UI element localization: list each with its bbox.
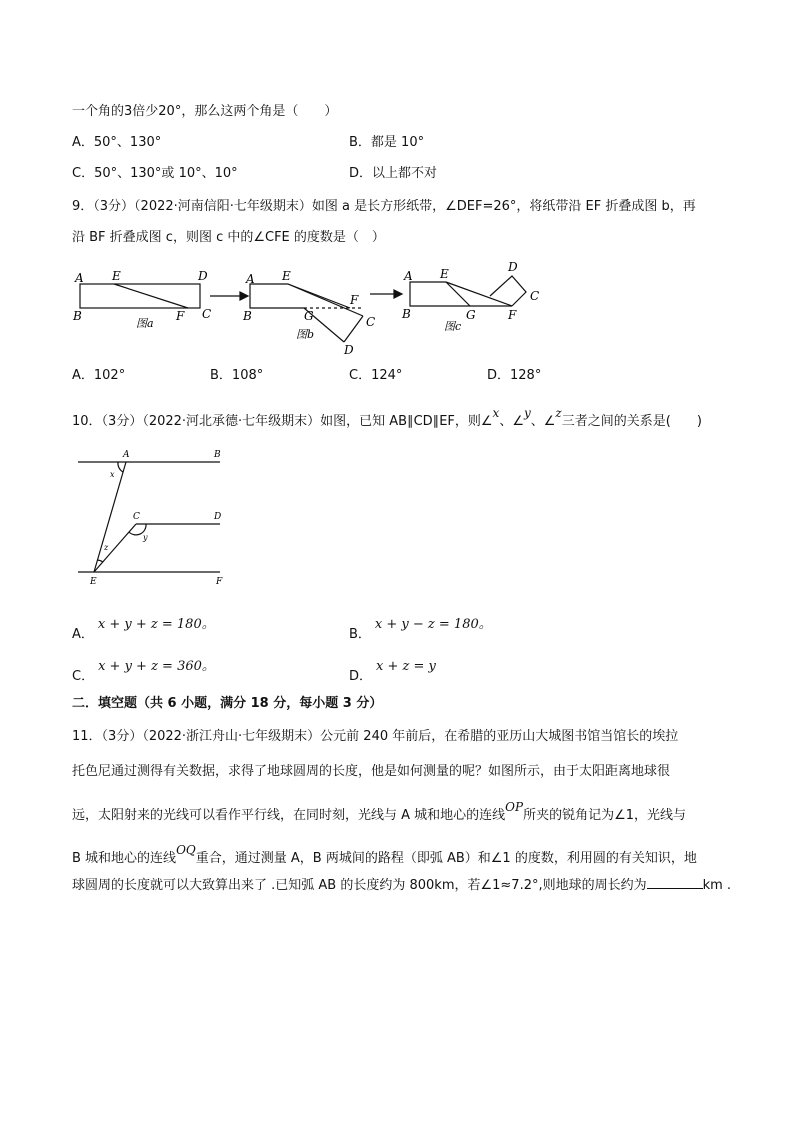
q10-var-x: x: [492, 406, 500, 420]
q9-stem-line1: 9．（3分）（2022·河南信阳·七年级期末）如图 a 是长方形纸带，∠DEF=26°，将纸带沿 EF 折叠成图 b，再: [72, 199, 696, 214]
q10-option-b[interactable]: [349, 616, 492, 642]
q10-sep2: 、∠: [530, 414, 556, 429]
fig-a-label-B: B: [73, 309, 82, 323]
figure-a: [80, 284, 200, 308]
q10-option-d[interactable]: [349, 658, 436, 684]
q10-label-B: B: [214, 450, 221, 460]
q11-line3-b: 所夹的锐角记为∠1，光线与: [523, 808, 687, 823]
q11-line1: 11．（3分）（2022·浙江舟山·七年级期末）公元前 240 年前后，在希腊的亚历山大城图书馆当馆长的埃拉: [72, 729, 679, 744]
q8-option-d[interactable]: D．以上都不对: [349, 166, 438, 181]
fig-c-label-C: C: [530, 289, 540, 303]
fig-c-label-F: F: [508, 308, 517, 322]
q10-stem: [72, 406, 702, 431]
q10-angle-z: z: [104, 543, 109, 552]
arrow-icon: [210, 292, 248, 300]
q11-line3-a: 远，太阳射来的光线可以看作平行线，在同时刻，光线与 A 城和地心的连线: [72, 808, 506, 823]
q10-option-b-letter: B．: [349, 627, 371, 642]
q10-label-D: D: [214, 512, 222, 522]
q10-option-a-formula: x + y + z = 180。: [97, 617, 215, 632]
fig-b-label-E: E: [282, 269, 291, 283]
q10-angle-x: x: [110, 470, 115, 479]
q10-option-c[interactable]: [72, 658, 215, 684]
q10-option-d-formula: x + z = y: [376, 659, 436, 674]
q11-line5: [72, 876, 731, 895]
q9-option-d[interactable]: D．128°: [487, 368, 542, 383]
q11-line4-b: 重合，通过测量 A，B 两城间的路程（即弧 AB）和∠1 的度数，利用圆的有关知识，地: [195, 851, 697, 866]
q10-option-a[interactable]: [72, 616, 215, 642]
q10-var-y: y: [523, 406, 531, 420]
q11-var-oq: OQ: [176, 843, 196, 857]
fig-b-label-B: B: [243, 309, 252, 323]
q9-option-b[interactable]: B．108°: [210, 368, 264, 383]
q10-angle-y: y: [143, 533, 148, 542]
arrow-icon: [370, 290, 402, 298]
q10-var-z: z: [555, 406, 562, 420]
q11-line4-a: B 城和地心的连线: [72, 851, 177, 866]
q8-option-b[interactable]: B．都是 10°: [349, 135, 425, 150]
fig-a-label-D: D: [198, 269, 208, 283]
q11-line4: [72, 843, 697, 868]
q11-var-op: OP: [505, 800, 524, 814]
fig-c-label-G: G: [466, 308, 476, 322]
fig-b-label-G: G: [304, 309, 314, 323]
q10-label-E: E: [90, 577, 97, 587]
q10-figure: [70, 444, 240, 592]
q8-stem: 一个角的3倍少20°，那么这两个角是（ ）: [72, 104, 338, 119]
fig-a-caption: 图a: [136, 317, 154, 330]
fig-a-label-A: A: [75, 271, 84, 285]
q10-sep1: 、∠: [499, 414, 524, 429]
q9-option-a[interactable]: A．102°: [72, 368, 126, 383]
q10-stem-suffix: 三者之间的关系是( ): [561, 414, 702, 429]
fig-b-label-C: C: [366, 315, 376, 329]
q10-label-A: A: [123, 450, 130, 460]
fig-c-label-E: E: [440, 267, 449, 281]
q8-option-a[interactable]: A．50°、130°: [72, 135, 162, 150]
fig-b-caption: 图b: [296, 328, 315, 341]
figure-c: [410, 276, 526, 306]
fig-b-label-D: D: [344, 343, 354, 357]
q10-label-C: C: [133, 512, 140, 522]
q10-option-c-formula: x + y + z = 360。: [98, 659, 215, 674]
q9-stem-line2: 沿 BF 折叠成图 c，则图 c 中的∠CFE 的度数是（ ）: [72, 230, 385, 245]
q8-option-c[interactable]: C．50°、130°或 10°、10°: [72, 166, 238, 181]
q10-label-F: F: [216, 577, 223, 587]
q10-stem-prefix: 10．（3分）（2022·河北承德·七年级期末）如图，已知 AB∥CD∥EF，则∠: [72, 414, 493, 429]
fig-a-label-E: E: [112, 269, 121, 283]
fig-a-label-F: F: [176, 309, 185, 323]
fig-c-caption: 图c: [444, 320, 462, 333]
q9-figure: [60, 258, 560, 358]
fig-a-label-C: C: [202, 307, 212, 321]
q11-line5-text: 球圆周的长度就可以大致算出来了 .已知弧 AB 的长度约为 800km，若∠1≈7.2°,则地球的周长约为: [72, 878, 647, 893]
q11-unit: km .: [702, 878, 732, 893]
q9-option-c[interactable]: C．124°: [349, 368, 403, 383]
fig-c-label-D: D: [508, 260, 518, 274]
fig-b-label-F: F: [350, 293, 359, 307]
q11-line2: 托色尼通过测得有关数据，求得了地球圆周的长度，他是如何测量的呢？如图所示，由于太阳距离地球很: [72, 764, 671, 779]
fig-b-label-A: A: [246, 272, 255, 286]
q10-option-c-letter: C．: [72, 669, 95, 684]
q10-option-b-formula: x + y − z = 180。: [374, 617, 492, 632]
q11-answer-blank[interactable]: [647, 876, 703, 889]
q11-line3: [72, 800, 687, 825]
section2-title: 二．填空题（共 6 小题，满分 18 分，每小题 3 分）: [72, 696, 383, 711]
q10-option-d-letter: D．: [349, 669, 373, 684]
fig-c-label-A: A: [404, 269, 413, 283]
fig-c-label-B: B: [402, 307, 411, 321]
q10-option-a-letter: A．: [72, 627, 94, 642]
